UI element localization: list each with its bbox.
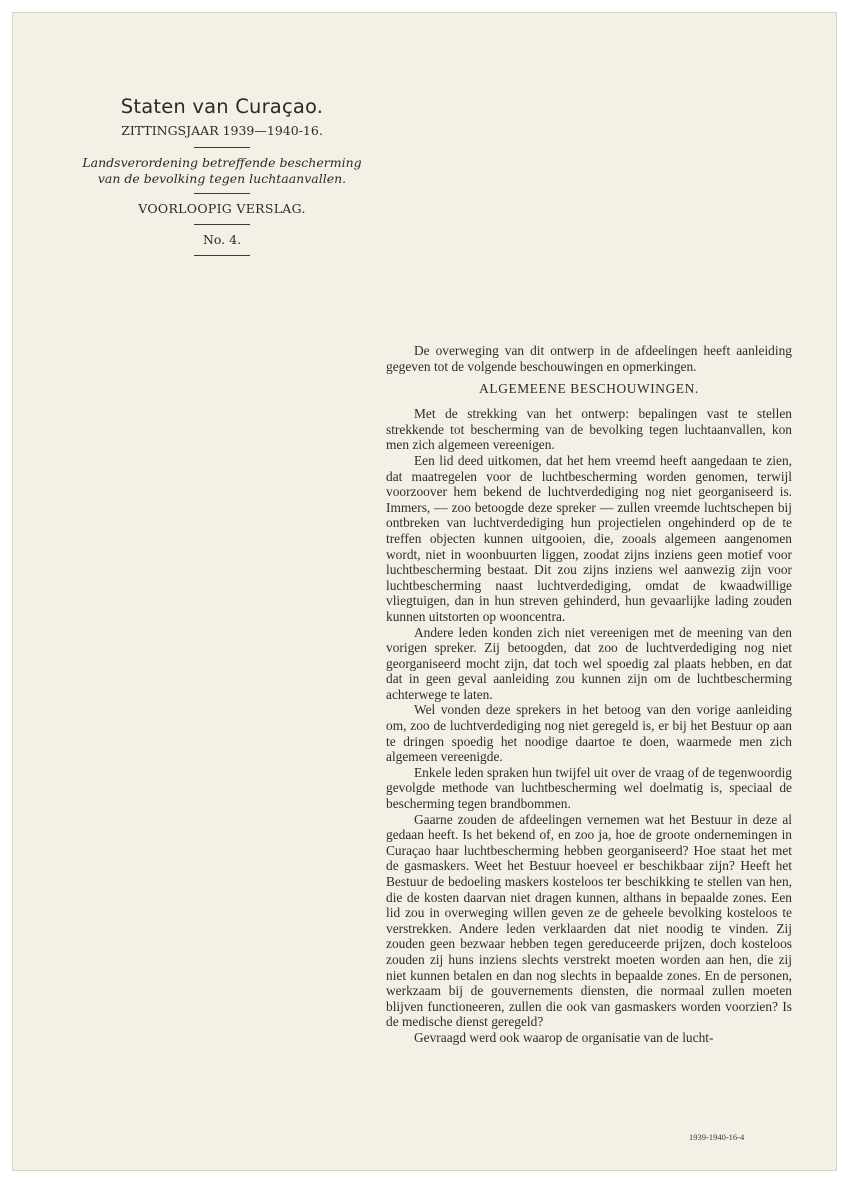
document-number: No. 4.: [202, 232, 242, 247]
section-heading: ALGEMEENE BESCHOUWINGEN.: [479, 381, 699, 397]
divider: [194, 224, 250, 225]
divider: [194, 193, 250, 194]
document-page: [13, 13, 836, 1170]
body-paragraph: Gevraagd werd ook waarop de organisatie van de lucht-: [414, 1029, 714, 1045]
body-paragraph: Gaarne zouden de afdeelingen vernemen wat het Bestuur in deze al gedaan heeft. Is het bekend of, en zoo ja, hoe de groote ondernemingen in Curaçao haar luchtbescherming hebben georganiseerd? Hoe staat het met de gasmaskers. Weet het Bestuur hoeveel er beschikbaar zijn? Heeft het Bestuur de bedoeling maskers kosteloos ter beschikking te stellen van hen, die de kosten daarvan niet dragen kunnen, althans in bepaalde zones. Een lid zou in overweging willen geven ze de geheele bevolking kosteloos te verstrekken. Andere leden verklaarden dat niet noodig te vinden. Zij zouden geen bezwaar hebben tegen gereduceerde prijzen, doch kosteloos zouden zij huns inziens slechts verstrekt moeten worden aan hen, die zij niet kunnen betalen en dan nog slechts in bepaalde zones. En de personen, werkzaam bij de gouvernements diensten, die normaal zullen moeten blijven functioneeren, zullen die ook van gasmaskers worden voorzien? Is de medische dienst geregeld?: [386, 811, 792, 1030]
divider: [194, 255, 250, 256]
session-year: ZITTINGSJAAR 1939—1940-16.: [121, 123, 323, 138]
page-title: Staten van Curaçao.: [120, 95, 324, 118]
page-identifier: 1939-1940-16-4: [689, 1132, 745, 1142]
divider: [194, 147, 250, 148]
body-paragraph: Enkele leden spraken hun twijfel uit over de vraag of de tegenwoordig gevolgde methode van luchtbescherming wel doelmatig is, speciaal de bescherming tegen brandbommen.: [386, 764, 792, 812]
body-paragraph: Andere leden konden zich niet vereenigen met de meening van den vorigen spreker. Zij betoogden, dat zoo de luchtverdediging nog niet georganiseerd mocht zijn, dat toch wel spoedig zal plaats hebben, en dat dat in geen geval aanleiding zou kunnen zijn om de luchtbescherming achterwege te laten.: [386, 624, 792, 702]
subject-line: Landsverordening betreffende bescherming van de bevolking tegen luchtaanvallen.: [82, 155, 362, 186]
document-type: VOORLOOPIG VERSLAG.: [138, 201, 306, 216]
body-paragraph: Wel vonden deze sprekers in het betoog van den vorige aanleiding om, zoo de luchtverdediging nog niet geregeld is, er bij het Bestuur op aan te dringen spoedig het noodige daartoe te doen, waarmede men zich algemeen vereenigde.: [386, 702, 792, 765]
body-paragraph: Met de strekking van het ontwerp: bepalingen vast te stellen strekkende tot bescherming van de bevolking tegen luchtaanvallen, kon men zich algemeen vereenigen.: [386, 406, 792, 453]
body-paragraph: Een lid deed uitkomen, dat het hem vreemd heeft aangedaan te zien, dat maatregelen voor de luchtbescherming worden genomen, terwijl voorzoover hem bekend de luchtverdediging nog niet georganiseerd is. Immers, — zoo betoogde deze spreker — zullen vreemde luchtschepen bij ontbreken van luchtverdediging hun projectielen ongehinderd op de te treffen objecten kunnen uitgooien, die, zooals algemeen aangenomen wordt, niet in woonbuurten liggen, zoodat zijns inziens geen motief voor luchtbescherming bestaat. Dit zou zijns inziens wel aanwezig zijn voor luchtbescherming naast luchtverdediging, omdat de kwaadwillige vliegtuigen, dan in hun streven gehinderd, hun gevaarlijke lading zouden kunnen uitstorten op wooncentra.: [386, 452, 792, 624]
report-body: [386, 343, 792, 1046]
intro-paragraph: De overweging van dit ontwerp in de afdeelingen heeft aanleiding gegeven tot de volgende beschouwingen en opmerkingen.: [386, 343, 792, 374]
document-header: [77, 95, 367, 263]
